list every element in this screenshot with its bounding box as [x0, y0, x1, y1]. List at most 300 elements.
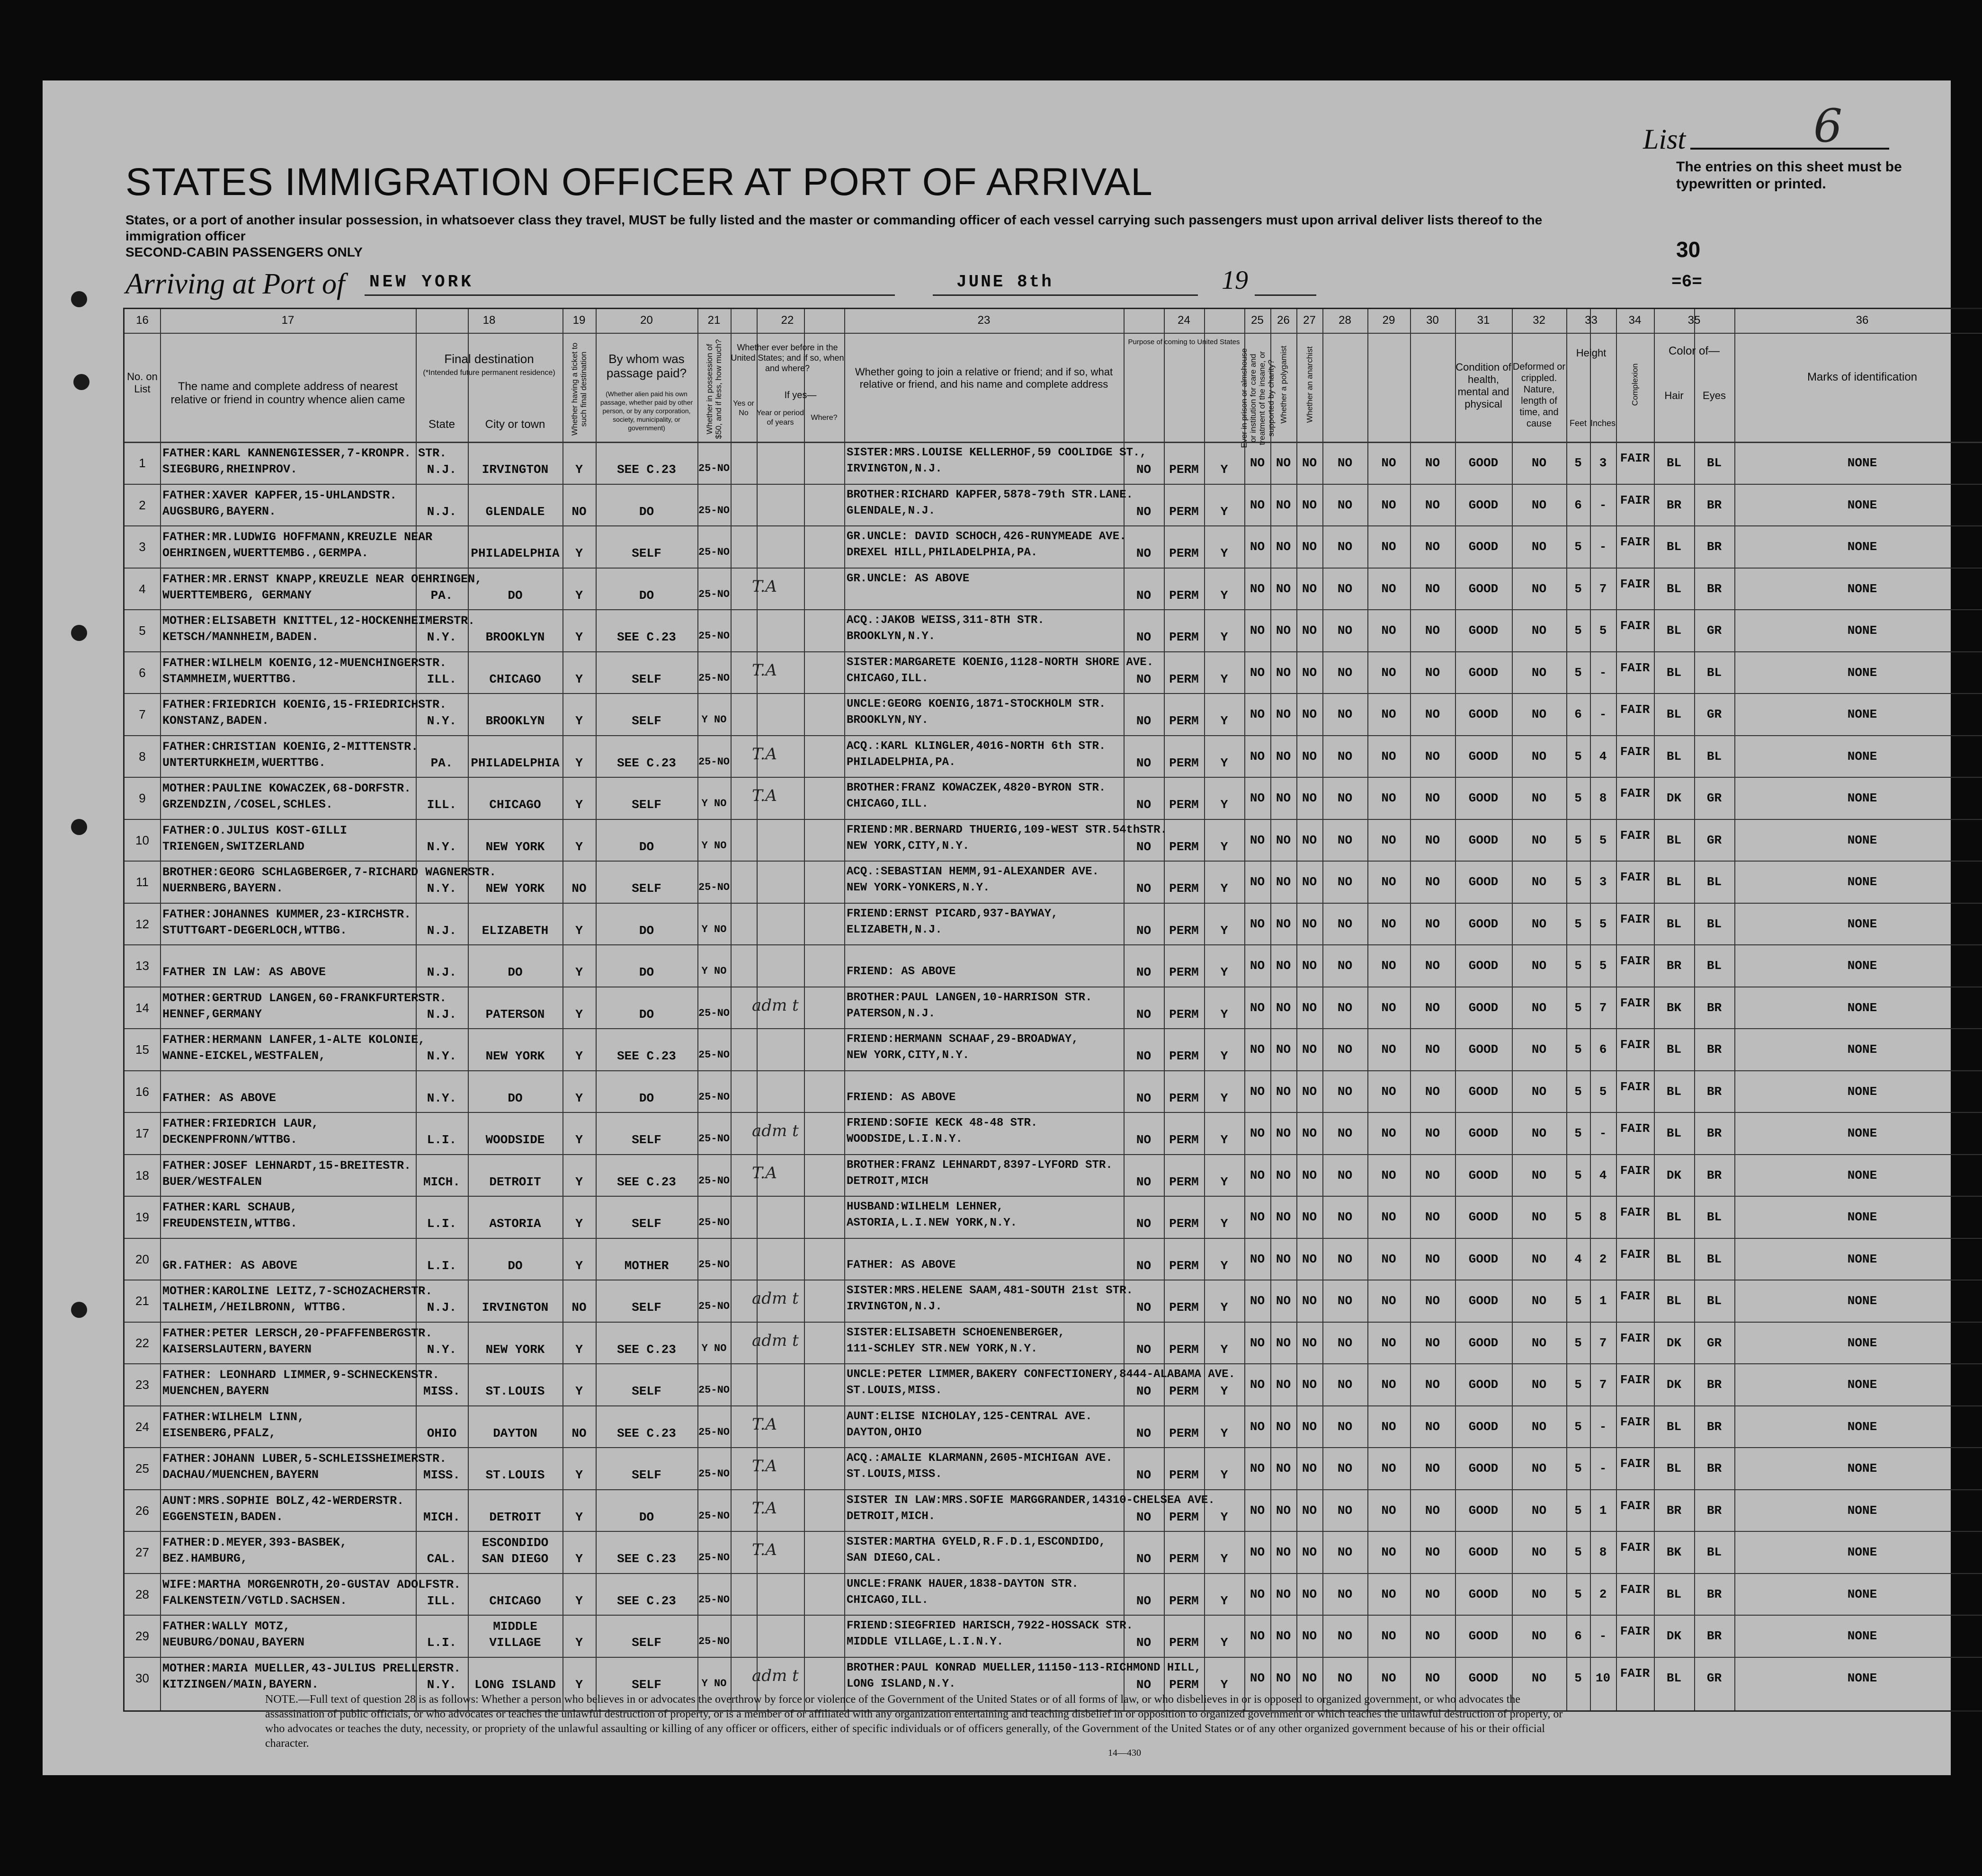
money-amount: 25-NO: [698, 546, 730, 558]
header-eyes: Eyes: [1703, 390, 1726, 401]
ticket-flag: Y: [575, 1593, 583, 1608]
row-rule: [125, 1447, 1982, 1448]
health-condition: GOOD: [1468, 1629, 1499, 1643]
eye-color: GR: [1706, 1335, 1722, 1350]
ticket-flag: Y: [575, 923, 583, 938]
joining-address: DAYTON,OHIO: [847, 1426, 922, 1439]
deformity: NO: [1531, 1126, 1547, 1140]
joining-address: NEW YORK,CITY,N.Y.: [847, 1049, 970, 1062]
complexion: FAIR: [1620, 1038, 1650, 1052]
destination-state: N.J.: [427, 1300, 457, 1315]
answer-no: NO: [1276, 1503, 1291, 1518]
answer-no: NO: [1302, 1419, 1317, 1434]
complexion: FAIR: [1620, 535, 1650, 549]
answer-no: NO: [1250, 959, 1265, 973]
purpose-citizen: Y: [1220, 1384, 1228, 1398]
passage-paid-by: SELF: [632, 1384, 661, 1398]
destination-city: DETROIT: [489, 1510, 541, 1524]
ticket-flag: NO: [571, 1426, 587, 1440]
health-condition: GOOD: [1468, 1419, 1499, 1434]
relative-name: WIFE:MARTHA MORGENROTH,20-GUSTAV ADOLFSTR.: [162, 1577, 461, 1591]
footnote: NOTE.—Full text of question 28 is as follows: Whether a person who believes in or advocates the overthrow by force or violence of the Government of the United States or of all forms of law, or who disbelieves in or is opposed to organized government, or who advocates the assassination of public officials, or who advocates or teaches the unlawful destruction of property, or is a member of or affiliated with any organization entertaining and teaching disbelief in or opposition to organized government or which teaches the unlawful destruction of property, or who advocates or teaches the duty, necessity, or propriety of the unlawful assaulting or killing of any officer or officers, either of specific individuals or of officers generally, of the Government of the United States or of any other organized government because of his or their official character.: [265, 1693, 1563, 1750]
destination-city: ELIZABETH: [482, 923, 549, 938]
health-condition: GOOD: [1468, 1671, 1499, 1685]
answer-no: NO: [1302, 1168, 1317, 1183]
money-amount: Y NO: [701, 1342, 727, 1354]
joining-address: ELIZABETH,N.J.: [847, 923, 942, 936]
hair-color: BL: [1666, 875, 1682, 889]
eye-color: BR: [1706, 1084, 1722, 1099]
answer-no: NO: [1276, 1671, 1291, 1685]
complexion: FAIR: [1620, 493, 1650, 507]
money-amount: 25-NO: [698, 630, 730, 642]
money-amount: 25-NO: [698, 588, 730, 600]
height-inches: 3: [1599, 456, 1607, 470]
answer-no: NO: [1381, 1419, 1396, 1434]
purpose-stay: PERM: [1169, 1007, 1199, 1022]
identification-marks: NONE: [1847, 707, 1877, 721]
deformity: NO: [1531, 875, 1547, 889]
answer-no: NO: [1302, 1042, 1317, 1057]
identification-marks: NONE: [1847, 1671, 1877, 1685]
answer-no: NO: [1302, 1545, 1317, 1559]
purpose-stay: PERM: [1169, 881, 1199, 896]
money-amount: 25-NO: [698, 1174, 730, 1187]
answer-no: NO: [1337, 498, 1353, 512]
answer-no: NO: [1276, 1461, 1291, 1476]
hair-color: BL: [1666, 1671, 1682, 1685]
deformity: NO: [1531, 456, 1547, 470]
handwritten-annotation: T.A: [752, 1498, 777, 1518]
answer-no: NO: [1425, 1042, 1440, 1057]
answer-no: NO: [1302, 1252, 1317, 1266]
height-feet: 5: [1574, 1168, 1582, 1183]
joining-address: WOODSIDE,L.I.N.Y.: [847, 1133, 963, 1146]
purpose-citizen: Y: [1220, 1342, 1228, 1357]
answer-no: NO: [1337, 959, 1353, 973]
height-inches: 8: [1599, 1210, 1607, 1224]
eye-color: BL: [1706, 1210, 1722, 1224]
row-rule: [125, 1531, 1982, 1532]
relative-address: BEZ.HAMBURG,: [162, 1552, 248, 1565]
purpose-citizen: Y: [1220, 1217, 1228, 1231]
answer-no: NO: [1250, 1378, 1265, 1392]
height-feet: 5: [1574, 875, 1582, 889]
answer-no: NO: [1250, 1461, 1265, 1476]
answer-no: NO: [1381, 1503, 1396, 1518]
money-amount: 25-NO: [698, 881, 730, 893]
destination-state: MICH.: [423, 1174, 460, 1189]
identification-marks: NONE: [1847, 498, 1877, 512]
health-condition: GOOD: [1468, 1252, 1499, 1266]
row-number: 26: [135, 1503, 149, 1518]
header-joining: Whether going to join a relative or friend; and if so, what relative or friend, and his name and complete address: [855, 366, 1113, 390]
purpose-stay: PERM: [1169, 1342, 1199, 1357]
answer-no: NO: [1302, 1000, 1317, 1015]
purpose-length: NO: [1136, 1552, 1152, 1566]
eye-color: BR: [1706, 498, 1722, 512]
hair-color: BL: [1666, 623, 1682, 638]
purpose-length: NO: [1136, 1593, 1152, 1608]
complexion: FAIR: [1620, 577, 1650, 591]
deformity: NO: [1531, 581, 1547, 596]
destination-city-top: ESCONDIDO: [482, 1536, 549, 1550]
height-feet: 5: [1574, 1503, 1582, 1518]
answer-no: NO: [1250, 456, 1265, 470]
punch-hole: [71, 291, 87, 307]
answer-no: NO: [1250, 1419, 1265, 1434]
identification-marks: NONE: [1847, 1629, 1877, 1643]
eye-color: GR: [1706, 791, 1722, 805]
row-number: 2: [139, 498, 146, 512]
relative-name: AUNT:MRS.SOPHIE BOLZ,42-WERDERSTR.: [162, 1494, 404, 1508]
answer-no: NO: [1250, 875, 1265, 889]
relative-name: BROTHER:GEORG SCHLAGBERGER,7-RICHARD WAGNERSTR.: [162, 865, 497, 879]
ticket-flag: Y: [575, 756, 583, 770]
relative-address: HENNEF,GERMANY: [162, 1007, 262, 1021]
identification-marks: NONE: [1847, 916, 1877, 931]
answer-no: NO: [1276, 1210, 1291, 1224]
joining-person: HUSBAND:WILHELM LEHNER,: [847, 1200, 1004, 1213]
date-underline: [933, 294, 1198, 296]
answer-no: NO: [1425, 623, 1440, 638]
relative-address: DACHAU/MUENCHEN,BAYERN: [162, 1468, 319, 1482]
punch-hole: [71, 625, 87, 641]
destination-city: GLENDALE: [485, 504, 545, 519]
header-where: Where?: [811, 414, 838, 422]
typewriter-note: The entries on this sheet must be typewritten or printed.: [1676, 159, 1902, 192]
relative-name: FATHER:JOHANN LUBER,5-SCHLEISSHEIMERSTR.: [162, 1452, 447, 1466]
purpose-citizen: Y: [1220, 546, 1228, 560]
height-inches: 8: [1599, 791, 1607, 805]
answer-no: NO: [1250, 916, 1265, 931]
handwritten-annotation: adm t: [752, 1331, 799, 1350]
health-condition: GOOD: [1468, 833, 1499, 847]
answer-no: NO: [1381, 1629, 1396, 1643]
answer-no: NO: [1381, 1126, 1396, 1140]
height-inches: 7: [1599, 1335, 1607, 1350]
answer-no: NO: [1302, 1335, 1317, 1350]
destination-city: NEW YORK: [485, 839, 545, 854]
header-hair: Hair: [1664, 390, 1684, 401]
complexion: FAIR: [1620, 912, 1650, 926]
height-inches: 1: [1599, 1503, 1607, 1518]
purpose-citizen: Y: [1220, 504, 1228, 519]
eye-color: BL: [1706, 456, 1722, 470]
answer-no: NO: [1337, 833, 1353, 847]
purpose-length: NO: [1136, 1384, 1152, 1398]
relative-name: FATHER:XAVER KAPFER,15-UHLANDSTR.: [162, 488, 397, 502]
passage-paid-by: SELF: [632, 1217, 661, 1231]
answer-no: NO: [1302, 749, 1317, 764]
relative-address: OEHRINGEN,WUERTTEMBG.,GERMPA.: [162, 546, 369, 560]
money-amount: 25-NO: [698, 1007, 730, 1019]
height-inches: 8: [1599, 1545, 1607, 1559]
ticket-flag: Y: [575, 546, 583, 560]
joining-address: MIDDLE VILLAGE,L.I.N.Y.: [847, 1636, 1004, 1648]
joining-person: SISTER:MRS.LOUISE KELLERHOF,59 COOLIDGE ST.,: [847, 446, 1147, 459]
ticket-flag: Y: [575, 1636, 583, 1650]
purpose-stay: PERM: [1169, 588, 1199, 603]
relative-address: KETSCH/MANNHEIM,BADEN.: [162, 630, 319, 644]
ticket-flag: Y: [575, 1468, 583, 1482]
joining-person: FRIEND:ERNST PICARD,937-BAYWAY,: [847, 907, 1058, 920]
answer-no: NO: [1250, 1168, 1265, 1183]
joining-person: ACQ.:SEBASTIAN HEMM,91-ALEXANDER AVE.: [847, 865, 1099, 878]
joining-address: ST.LOUIS,MISS.: [847, 1384, 942, 1397]
passage-paid-by: SELF: [632, 881, 661, 896]
joining-address: CHICAGO,ILL.: [847, 672, 929, 685]
answer-no: NO: [1276, 1084, 1291, 1099]
header-marks: Marks of identification: [1807, 371, 1918, 383]
purpose-stay: PERM: [1169, 1258, 1199, 1273]
destination-city: CHICAGO: [489, 798, 541, 812]
hair-color: BL: [1666, 1252, 1682, 1266]
eye-color: GR: [1706, 623, 1722, 638]
joining-person: SISTER:ELISABETH SCHOENENBERGER,: [847, 1326, 1065, 1339]
answer-no: NO: [1276, 875, 1291, 889]
purpose-length: NO: [1136, 1217, 1152, 1231]
health-condition: GOOD: [1468, 1587, 1499, 1601]
complexion: FAIR: [1620, 1205, 1650, 1219]
destination-state: PA.: [430, 756, 453, 770]
height-feet: 5: [1574, 1461, 1582, 1476]
instructions-line: States, or a port of another insular possession, in whatsoever class they travel, MUST be fully listed and the master or commanding officer of each vessel carrying such passengers must upon arrival deliver lists thereof to the immigration officer: [125, 213, 1543, 243]
joining-person: SISTER:MARGARETE KOENIG,1128-NORTH SHORE AVE.: [847, 656, 1154, 669]
hair-color: BL: [1666, 1587, 1682, 1601]
relative-address: DECKENPFRONN/WTTBG.: [162, 1133, 298, 1147]
height-feet: 5: [1574, 581, 1582, 596]
purpose-citizen: Y: [1220, 1049, 1228, 1063]
purpose-stay: PERM: [1169, 965, 1199, 979]
header-anarchist: Whether an anarchist: [1305, 346, 1314, 423]
answer-no: NO: [1425, 1461, 1440, 1476]
height-feet: 5: [1574, 791, 1582, 805]
purpose-stay: PERM: [1169, 1133, 1199, 1147]
passage-paid-by: SELF: [632, 798, 661, 812]
row-rule: [125, 609, 1982, 610]
row-rule: [125, 1196, 1982, 1197]
row-rule: [125, 442, 1982, 443]
passage-paid-by: SEE C.23: [617, 1426, 676, 1440]
destination-city: ST.LOUIS: [485, 1468, 545, 1482]
answer-no: NO: [1302, 1126, 1317, 1140]
row-number: 8: [139, 749, 146, 764]
row-rule: [125, 1615, 1982, 1616]
height-feet: 5: [1574, 1671, 1582, 1685]
height-feet: 5: [1574, 833, 1582, 847]
row-rule: [125, 1405, 1982, 1406]
money-amount: 25-NO: [698, 462, 730, 474]
relative-name: FATHER: LEONHARD LIMMER,9-SCHNECKENSTR.: [162, 1368, 440, 1382]
destination-city: PATERSON: [485, 1007, 545, 1022]
relative-address: NUERNBERG,BAYERN.: [162, 881, 284, 895]
handwritten-annotation: T.A: [752, 1414, 777, 1434]
money-amount: 25-NO: [698, 1636, 730, 1647]
ticket-flag: Y: [575, 1007, 583, 1022]
purpose-citizen: Y: [1220, 1300, 1228, 1315]
answer-no: NO: [1276, 498, 1291, 512]
row-rule: [125, 1070, 1982, 1071]
purpose-length: NO: [1136, 1133, 1152, 1147]
answer-no: NO: [1381, 540, 1396, 554]
row-number: 14: [135, 1000, 149, 1015]
header-money: Whether in possession of $50, and if less, how much?: [705, 339, 723, 439]
complexion: FAIR: [1620, 451, 1650, 465]
height-inches: -: [1599, 665, 1607, 680]
header-passage-note: (Whether alien paid his own passage, whether paid by other person, or by any corporation, society, municipality, or government): [600, 390, 693, 432]
destination-city: IRVINGTON: [482, 462, 549, 477]
column-number: 17: [281, 314, 295, 327]
passage-paid-by: SELF: [632, 1468, 661, 1482]
destination-city: DO: [508, 588, 523, 603]
hair-color: BL: [1666, 540, 1682, 554]
purpose-citizen: Y: [1220, 1426, 1228, 1440]
purpose-length: NO: [1136, 1510, 1152, 1524]
answer-no: NO: [1250, 581, 1265, 596]
row-rule: [125, 1028, 1982, 1029]
deformity: NO: [1531, 749, 1547, 764]
answer-no: NO: [1381, 916, 1396, 931]
eye-color: GR: [1706, 833, 1722, 847]
destination-state: N.Y.: [427, 1091, 457, 1105]
destination-city: BROOKLYN: [485, 630, 545, 644]
answer-no: NO: [1337, 875, 1353, 889]
destination-city: CHICAGO: [489, 1593, 541, 1608]
header-final-destination: Final destination: [444, 352, 534, 366]
row-number: 23: [135, 1378, 149, 1392]
ticket-flag: Y: [575, 714, 583, 728]
passage-paid-by: SEE C.23: [617, 1049, 676, 1063]
hair-color: BL: [1666, 749, 1682, 764]
purpose-stay: PERM: [1169, 1384, 1199, 1398]
header-inches: Inches: [1590, 418, 1616, 428]
purpose-length: NO: [1136, 672, 1152, 686]
hair-color: BR: [1666, 498, 1682, 512]
header-polygamist: Whether a polygamist: [1279, 346, 1288, 424]
destination-city: SAN DIEGO: [482, 1552, 549, 1566]
answer-no: NO: [1337, 1168, 1353, 1183]
identification-marks: NONE: [1847, 665, 1877, 680]
purpose-stay: PERM: [1169, 462, 1199, 477]
identification-marks: NONE: [1847, 1000, 1877, 1015]
answer-no: NO: [1276, 791, 1291, 805]
purpose-stay: PERM: [1169, 1677, 1199, 1692]
purpose-length: NO: [1136, 1342, 1152, 1357]
header-ticket: Whether having a ticket to such final destination: [570, 342, 588, 436]
ticket-flag: Y: [575, 1049, 583, 1063]
row-number: 5: [139, 623, 146, 638]
answer-no: NO: [1425, 456, 1440, 470]
passage-paid-by: SEE C.23: [617, 1593, 676, 1608]
form-number: 14—430: [1108, 1748, 1141, 1758]
purpose-stay: PERM: [1169, 1426, 1199, 1440]
complexion: FAIR: [1620, 1289, 1650, 1303]
row-number: 30: [135, 1671, 149, 1685]
answer-no: NO: [1381, 1335, 1396, 1350]
health-condition: GOOD: [1468, 1294, 1499, 1308]
destination-state: MICH.: [423, 1510, 460, 1524]
height-inches: -: [1599, 1126, 1607, 1140]
header-height: Height: [1576, 347, 1607, 359]
hair-color: BR: [1666, 959, 1682, 973]
purpose-citizen: Y: [1220, 1007, 1228, 1022]
answer-no: NO: [1276, 1126, 1291, 1140]
health-condition: GOOD: [1468, 540, 1499, 554]
height-feet: 5: [1574, 1126, 1582, 1140]
relative-address: WANNE-EICKEL,WESTFALEN,: [162, 1049, 326, 1063]
answer-no: NO: [1425, 1378, 1440, 1392]
relative-name: FATHER:O.JULIUS KOST-GILLI: [162, 823, 348, 837]
purpose-length: NO: [1136, 965, 1152, 979]
deformity: NO: [1531, 1294, 1547, 1308]
row-number: 13: [135, 959, 149, 973]
complexion: FAIR: [1620, 1498, 1650, 1513]
destination-city: NEW YORK: [485, 881, 545, 896]
answer-no: NO: [1337, 1419, 1353, 1434]
destination-city: NEW YORK: [485, 1049, 545, 1063]
purpose-length: NO: [1136, 881, 1152, 896]
hair-color: BL: [1666, 916, 1682, 931]
row-number: 1: [139, 456, 146, 470]
answer-no: NO: [1381, 456, 1396, 470]
relative-address: GR.FATHER: AS ABOVE: [162, 1258, 298, 1272]
identification-marks: NONE: [1847, 623, 1877, 638]
hair-color: BL: [1666, 1210, 1682, 1224]
answer-no: NO: [1425, 1252, 1440, 1266]
header-prison: Ever in prison or almshouse or institution for care and treatment of the insane, or supported by charity?: [1239, 348, 1276, 448]
purpose-length: NO: [1136, 504, 1152, 519]
purpose-length: NO: [1136, 1258, 1152, 1273]
answer-no: NO: [1381, 1168, 1396, 1183]
ticket-flag: Y: [575, 1342, 583, 1357]
purpose-citizen: Y: [1220, 1091, 1228, 1105]
complexion: FAIR: [1620, 744, 1650, 759]
answer-no: NO: [1381, 1252, 1396, 1266]
joining-address: DREXEL HILL,PHILADELPHIA,PA.: [847, 546, 1038, 559]
joining-address: IRVINGTON,N.J.: [847, 1300, 942, 1313]
identification-marks: NONE: [1847, 1461, 1877, 1476]
purpose-citizen: Y: [1220, 1174, 1228, 1189]
row-number: 28: [135, 1587, 149, 1601]
passage-paid-by: SELF: [632, 1677, 661, 1692]
joining-person: ACQ.:KARL KLINGLER,4016-NORTH 6th STR.: [847, 739, 1106, 753]
column-number: 30: [1426, 314, 1439, 327]
row-number: 16: [135, 1084, 149, 1099]
eye-color: BR: [1706, 1000, 1722, 1015]
joining-person: BROTHER:PAUL LANGEN,10-HARRISON STR.: [847, 991, 1092, 1004]
row-rule: [125, 1573, 1982, 1574]
height-feet: 5: [1574, 1545, 1582, 1559]
purpose-length: NO: [1136, 923, 1152, 938]
joining-address: ASTORIA,L.I.NEW YORK,N.Y.: [847, 1217, 1018, 1229]
height-feet: 5: [1574, 916, 1582, 931]
answer-no: NO: [1250, 1587, 1265, 1601]
header-state: State: [428, 418, 455, 431]
answer-no: NO: [1381, 1461, 1396, 1476]
joining-person: SISTER:MRS.HELENE SAAM,481-SOUTH 21st STR.: [847, 1284, 1133, 1297]
height-inches: 5: [1599, 833, 1607, 847]
answer-no: NO: [1337, 540, 1353, 554]
destination-state: L.I.: [427, 1217, 457, 1231]
column-number: 35: [1687, 314, 1701, 327]
second-cabin-label: SECOND-CABIN PASSENGERS ONLY: [125, 245, 363, 259]
header-deformed: Deformed or crippled. Nature, length of time, and cause: [1512, 362, 1566, 429]
answer-no: NO: [1250, 498, 1265, 512]
column-number: 25: [1251, 314, 1264, 327]
complexion: FAIR: [1620, 660, 1650, 675]
row-rule: [125, 903, 1982, 904]
